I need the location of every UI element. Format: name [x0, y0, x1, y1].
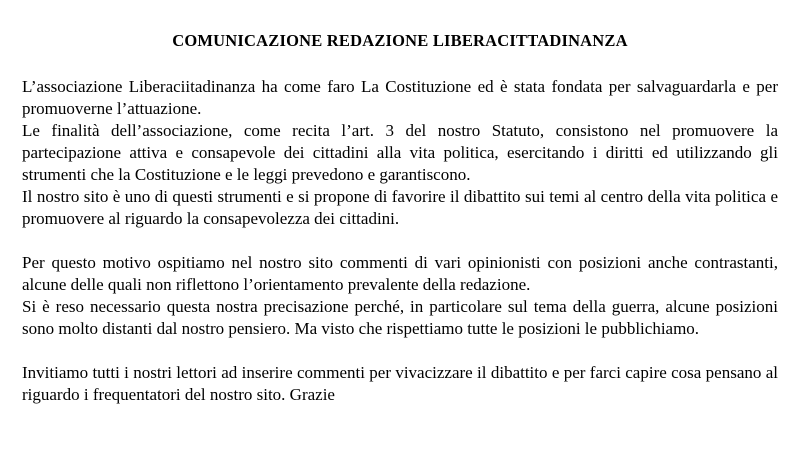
paragraph: Il nostro sito è uno di questi strumenti e si propone di favorire il dibattito sui temi al centro della vita politica e promuovere al riguardo la consapevolezza dei cittadini.	[22, 187, 778, 228]
paragraph: Si è reso necessario questa nostra precisazione perché, in particolare sul tema della guerra, alcune posizioni sono molto distanti dal nostro pensiero. Ma visto che rispettiamo tutte le posizioni le pubblichiamo.	[22, 297, 778, 338]
page-title: COMUNICAZIONE REDAZIONE LIBERACITTADINANZA	[172, 31, 628, 50]
paragraph: Invitiamo tutti i nostri lettori ad inserire commenti per vivacizzare il dibattito e per farci capire cosa pensano al riguardo i frequentatori del nostro sito. Grazie	[22, 363, 778, 404]
paragraph: Per questo motivo ospitiamo nel nostro sito commenti di vari opinionisti con posizioni anche contrastanti, alcune delle quali non riflettono l’orientamento prevalente della redazione.	[22, 253, 778, 294]
paragraph: Le finalità dell’associazione, come recita l’art. 3 del nostro Statuto, consistono nel promuovere la partecipazione attiva e consapevole dei cittadini alla vita politica, esercitando i diritti ed utilizzando gli strumenti che la Costituzione e le leggi prevedono e garantiscono.	[22, 121, 778, 184]
paragraph: L’associazione Liberaciitadinanza ha come faro La Costituzione ed è stata fondata per salvaguardarla e per promuoverne l’attuazione.	[22, 77, 778, 118]
document-body	[22, 76, 778, 406]
